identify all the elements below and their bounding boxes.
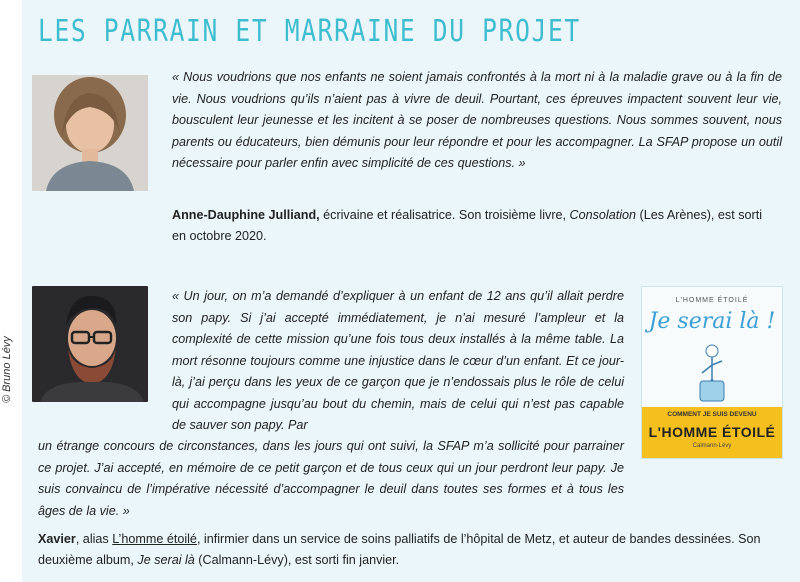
book-title-consolation: Consolation <box>569 208 637 222</box>
book-cover-publisher: Calmann-Lévy <box>692 443 732 449</box>
bio-text: , infirmier dans un service de soins palliatifs de l’hôpital de Metz, et auteur de bandes dessinées. Son deuxième album, <box>38 532 761 567</box>
portrait-xavier <box>32 286 148 402</box>
book-cover-main-title: L'HOMME ÉTOILÉ <box>648 424 776 440</box>
quote-anne-dauphine: « Nous voudrions que nos enfants ne soient jamais confrontés à la mort ni à la maladie grave ou à la fin de vie. Nous voudrions qu’ils n’aient pas à vivre de deuil. Pourtant, ces épreuves impactent souvent leur vie, bousculent leur jeunesse et les incitent à se poser de nombreuses questions. Nous sommes souvent, nous parents ou éducateurs, bien démunis pour leur répondre et pour les accompagner. La SFAP propose un outil nécessaire pour parler enfin avec simplicité de ces questions. » <box>172 70 782 170</box>
book-cover <box>641 286 783 459</box>
bio-xavier <box>38 529 778 571</box>
book-title-je-serai-la: Je serai là <box>137 553 195 567</box>
bio-text: , alias <box>75 532 113 546</box>
portrait-anne-dauphine <box>32 75 148 191</box>
bio-anne-dauphine <box>172 205 772 247</box>
bio-text: (Calmann-Lévy), est sorti fin janvier. <box>194 553 400 567</box>
name-anne-dauphine: Anne-Dauphine Julliand, <box>172 208 320 222</box>
book-cover-title: Je serai là ! <box>648 309 776 334</box>
book-cover-illustration <box>682 339 742 405</box>
book-cover-author: L'HOMME ÉTOILÉ <box>675 297 749 304</box>
book-cover-subtitle: COMMENT JE SUIS DEVENU <box>667 411 757 418</box>
bio-text: (Les Arènes), est sorti en octobre 2020. <box>172 208 763 243</box>
quote-xavier-part2: un étrange concours de circonstances, dans les jours qui ont suivi, la SFAP m’a sollicité pour parrainer ce projet. J’ai accepté, en mémoire de ce petit garçon et de tous ceux qui un jour perdront leur papy. Je suis convaincu de l’impérative nécessité d’accompagner le deuil dans toutes ses formes et à tous les âges de la vie. » <box>38 439 624 518</box>
photo-credit: © Bruno Lévy <box>1 336 13 403</box>
quote-xavier-part1: « Un jour, on m’a demandé d’expliquer à un enfant de 12 ans qu’il allait perdre son papy. Si j’ai accepté immédiatement, je n’ai mesuré l’ampleur et la complexité de cette mission qu’une fois tous deux installés à la même table. La mort résonne toujours comme une injustice dans le cœur d’un enfant. Et ce jour-là, j’ai perçu dans les yeux de ce garçon que je n’endossais plus le rôle de celui qui accompagne jusqu’au bout du chemin, mais de celui qui n’est pas capable de sauver son papy. Par <box>172 289 624 432</box>
name-xavier: Xavier <box>38 532 76 546</box>
alias-link[interactable]: L’homme étoilé <box>112 532 197 546</box>
bio-text: écrivaine et réalisatrice. Son troisième livre, <box>319 208 570 222</box>
page-title: LES PARRAIN ET MARRAINE DU PROJET <box>38 14 581 49</box>
